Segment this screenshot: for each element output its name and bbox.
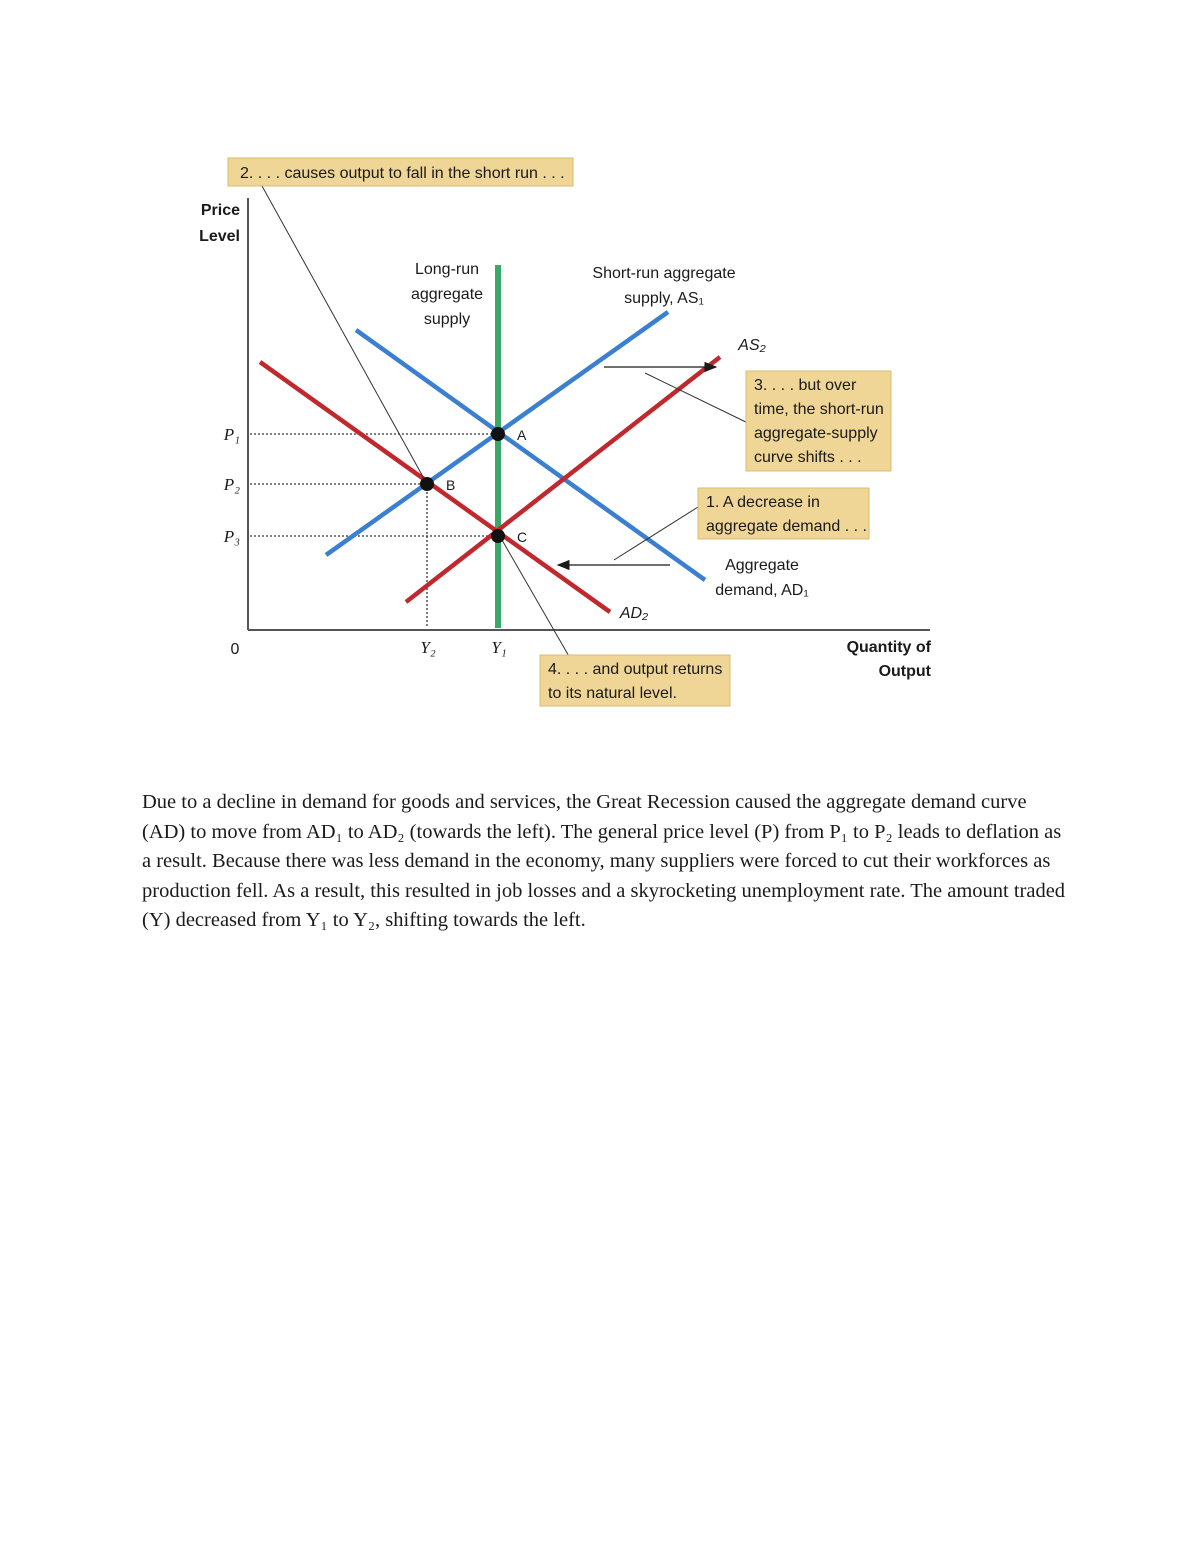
origin-label: 0 bbox=[230, 641, 240, 658]
leader-annotation-1 bbox=[614, 507, 698, 560]
leader-annotation-2 bbox=[262, 186, 427, 484]
as1-label-line1: Short-run aggregate bbox=[592, 265, 736, 282]
explanation-paragraph bbox=[142, 788, 1072, 936]
annotation-2 bbox=[228, 158, 573, 186]
ad2-label: AD₂ bbox=[619, 605, 649, 622]
annotation-3 bbox=[746, 371, 891, 471]
lras-label-line2: aggregate bbox=[410, 286, 484, 303]
svg-text:4. . . . and output returns: 4. . . . and output returns bbox=[548, 661, 723, 678]
svg-text:to its natural level.: to its natural level. bbox=[548, 685, 677, 702]
tick-y2: Y₂ bbox=[420, 638, 436, 657]
svg-text:3. . . . but over: 3. . . . but over bbox=[754, 377, 857, 394]
point-c-label: C bbox=[517, 529, 528, 545]
x-axis-title-line1: Quantity of bbox=[846, 639, 931, 656]
x-axis-title-line2: Output bbox=[878, 663, 931, 680]
y-axis-title-line1: Price bbox=[200, 202, 240, 219]
ad2-curve bbox=[260, 362, 610, 612]
annotation-4 bbox=[540, 655, 730, 706]
annotation-1 bbox=[698, 488, 869, 539]
point-c bbox=[491, 529, 505, 543]
svg-text:1. A decrease in: 1. A decrease in bbox=[706, 494, 820, 511]
svg-text:time, the short-run: time, the short-run bbox=[754, 401, 884, 418]
svg-text:aggregate-supply: aggregate-supply bbox=[754, 425, 878, 442]
ad1-label-line2: demand, AD₁ bbox=[715, 582, 809, 599]
point-a-label: A bbox=[517, 427, 527, 443]
svg-text:2. . . . causes output to fall: 2. . . . causes output to fall in the short run . . . bbox=[240, 165, 565, 182]
tick-p1: P₁ bbox=[223, 425, 240, 444]
as2-label: AS₂ bbox=[738, 337, 766, 354]
lras-label-line1: Long-run bbox=[414, 261, 480, 278]
y-axis-title-line2: Level bbox=[199, 228, 240, 245]
tick-p2: P₂ bbox=[223, 475, 240, 494]
svg-text:curve shifts . . .: curve shifts . . . bbox=[754, 449, 862, 466]
point-b bbox=[420, 477, 434, 491]
lras-label-line3: supply bbox=[423, 311, 471, 328]
point-b-label: B bbox=[446, 477, 456, 493]
point-a bbox=[491, 427, 505, 441]
svg-text:aggregate demand . . .: aggregate demand . . . bbox=[706, 518, 867, 535]
tick-y1: Y₁ bbox=[491, 638, 507, 657]
as1-label-line2: supply, AS₁ bbox=[624, 290, 704, 307]
ad1-label-line1: Aggregate bbox=[725, 557, 799, 574]
explanation-text: Due to a decline in demand for goods and services, the Great Recession caused the aggregate demand curve (AD) to move from AD₁ to AD₂ (towards the left). The general price level (P) from P₁ to P₂ leads to deflation as a result. Because there was less demand in the economy, many suppliers were forced to cut their workforces as production fell. As a result, this resulted in job losses and a skyrocketing unemployment rate. The amount traded (Y) decreased from Y₁ to Y₂, shifting towards the left. bbox=[142, 791, 1066, 931]
tick-p3: P₃ bbox=[223, 527, 240, 546]
leader-annotation-3 bbox=[645, 373, 752, 425]
aggregate-demand-shift-diagram bbox=[0, 0, 1200, 760]
